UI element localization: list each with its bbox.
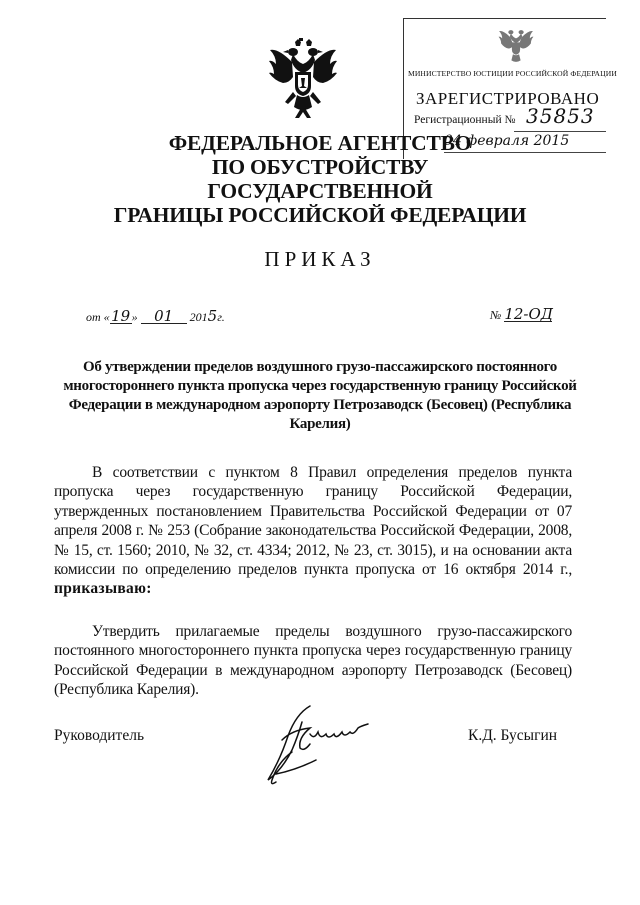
stamp-date: 04 февраля 2015	[444, 133, 570, 149]
agency-name	[100, 131, 540, 227]
order-date	[86, 307, 225, 325]
order-number	[490, 307, 552, 323]
order-year-prefix: 201	[189, 310, 208, 324]
order-year-suffix: г.	[217, 310, 225, 324]
document-title: ПРИКАЗ	[264, 247, 376, 271]
stamp-ministry: МИНИСТЕРСТВО ЮСТИЦИИ РОССИЙСКОЙ ФЕДЕРАЦИИ	[408, 69, 617, 78]
order-date-mid: »	[131, 310, 138, 324]
agency-line: ПО ОБУСТРОЙСТВУ ГОСУДАРСТВЕННОЙ	[207, 155, 433, 203]
signer-position: Руководитель	[54, 727, 145, 744]
body-paragraph: Утвердить прилагаемые пределы воздушного грузо-пассажирского постоянного многостороннего пункта пропуска через государственную границу Российской Федерации в международном аэропорту Петрозаводск (Бесовец) (Республика Карелия).	[54, 623, 572, 699]
stamp-emblem-icon	[497, 25, 535, 67]
stamp-regno-value: 35853	[526, 104, 595, 128]
order-number-value: 12-ОД	[504, 305, 553, 323]
agency-line: ФЕДЕРАЛЬНОЕ АГЕНТСТВО	[168, 131, 472, 155]
handwritten-signature	[252, 700, 392, 790]
order-date-prefix: от «	[86, 310, 110, 324]
order-subject: Об утверждении пределов воздушного грузо-пассажирского постоянного многостороннего пункта пропуска через государственную границу Российской Федерации в международном аэропорту Петрозаводск (Бесовец) (Республика Карелия)	[63, 359, 577, 432]
order-number-prefix: №	[490, 308, 502, 322]
stamp-registered: ЗАРЕГИСТРИРОВАНО	[416, 89, 600, 108]
agency-line: ГРАНИЦЫ РОССИЙСКОЙ ФЕДЕРАЦИИ	[113, 203, 527, 227]
order-verb: приказываю:	[54, 580, 152, 598]
stamp-regno-label: Регистрационный №	[414, 114, 516, 126]
order-day: 19	[111, 307, 131, 325]
order-year-digit: 5	[207, 307, 218, 325]
state-emblem-icon	[268, 38, 338, 120]
order-month: 01	[141, 309, 187, 324]
body-paragraph-text: В соответствии с пунктом 8 Правил определения пределов пункта пропуска через государственную границу Российской Федерации, утвержденных постановлением Правительства Российской Федерации от 07 апреля 2008 г. № 253 (Собрание законодательства Российской Федерации, 2008, № 15, ст. 1560; 2010, № 32, ст. 4334; 2012, № 23, ст. 3015), и на основании акта комиссии по определению пределов пункта пропуска от 16 октября 2014 г.,	[54, 464, 572, 579]
signer-name: К.Д. Бусыгин	[468, 727, 558, 744]
body-paragraph	[54, 463, 572, 599]
